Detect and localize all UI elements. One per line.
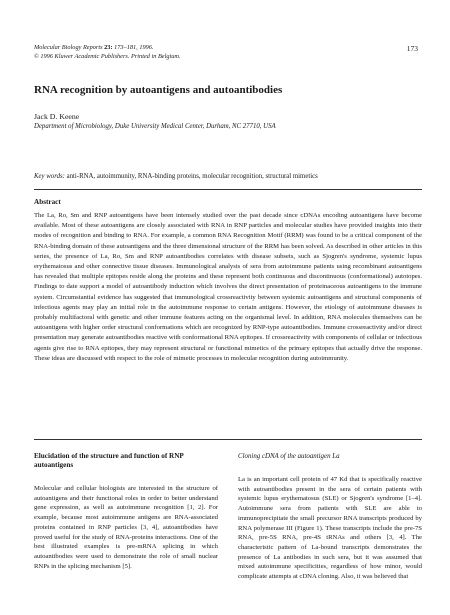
article-title: RNA recognition by autoantigens and autoantibodies (34, 84, 283, 96)
abstract-top-rule (34, 189, 422, 190)
abstract-heading: Abstract (34, 198, 61, 206)
journal-volume: 23: (104, 44, 113, 51)
abstract-text: The La, Ro, Sm and RNP autoantigens have been intensely studied over the past decade since cDNAs encoding autoantigens have become available. Most of these autoantigens are closely associated with RNA in RNP particles and molecular studies have provided insights into their modes of recognition and binding to RNA. For example, a common RNA Recognition Motif (RRM) was found to be a critical component of the RNA-binding domain of these autoantigens and the three dimensional structure of the RRM has been solved. As described in other articles in this series, the presence of La, Ro, Sm and RNP autoantibodies correlates with disease subsets, such as Sjogren's syndrome, systemic lupus erythematosus and other connective tissue diseases. Immunological analysis of sera from autoimmune patients using recombinant autoantigens has revealed that multiple epitopes reside along the proteins and these represent both continuous and discontinuous (conformational) autotopes. Findings to date support a model of autoantibody induction which involves the direct presentation of proteinaceous autoantigens to the immune system. Circumstantial evidence has suggested that immunological crossreactivity between systemic autoantigens and structural components of infectious agents may play an initial role in the autoimmune response to certain antigens. However, the etiology of autoimmune diseases is probably multifactoral with genetic and other immune features acting on the organismal level. In addition, RNA molecules themselves can be autoantigens with higher order structural conformations which are recognized by RNP-type autoantibodies. Immune crossreactivity and/or direct presentation may generate autoantibodies reactive with conformational RNA epitopes. If crossreactivity with components of cellular or infectious agents give rise to RNA epitopes, they may represent structural or functional mimetics of the primary epitopes that actually drive the response. These ideas are discussed with respect to the role of mimetic processes in molecular recognition during autoimmunity. (34, 212, 422, 362)
copyright-line: © 1996 Kluwer Academic Publishers. Printed in Belgium. (34, 52, 181, 60)
section-text-structure-function: Molecular and cellular biologists are interested in the structure of autoantigens and their functional roles in order to better understand gene expression, as well as autoimmune recognition [1, 2]. For example, because most autoimmune antigens are RNA-associated proteins contained in RNP particles [3, 4], autoantibodies have proved useful for the study of RNA-proteins interactions. One of the best illustrated examples is pre-mRNA splicing in which autoantibodies were used to demonstrate the role of small nuclear RNPs in the splicing mechanism [5]. (34, 485, 218, 570)
section-text-cloning: La is an important cell protein of 47 Kd that is specifically reactive with autoantibodies present in the sera of certain patients with systemic lupus erythematosus (SLE) or Sjogren's syndrome [1–4]. Autoimmune sera from patients with SLE are able to immunoprecipitate the small precursor RNA transcripts produced by RNA polymerase III (Figure 1). These transcripts include the pre-7S RNA, pre-5S RNA, pre-4S tRNAs and others [3, 4]. The characteristic pattern of La-bound transcripts demonstrates the presence of La antibodies in such sera, but it was assumed that mixed autoimmune specificities, regardless of how minor, would complicate attempts at cDNA cloning. Also, it was believed that (238, 476, 422, 581)
author-name: Jack D. Keene (34, 112, 80, 121)
journal-reference-line (34, 44, 334, 53)
page-number: 173 (406, 44, 418, 53)
journal-pages: 173–181, 1996. (114, 44, 154, 51)
journal-citation (34, 44, 334, 61)
keywords-line (34, 172, 424, 181)
keywords-label: Key words: (34, 173, 65, 180)
section-heading-structure-function: Elucidation of the structure and function of RNP autoantigens (34, 452, 184, 469)
right-column (238, 452, 422, 582)
keywords-list: anti-RNA, autoimmunity, RNA-binding proteins, molecular recognition, structural mimetics (66, 173, 318, 180)
author-affiliation: Department of Microbiology, Duke University Medical Center, Durham, NC 27710, USA (34, 123, 276, 130)
journal-name: Molecular Biology Reports (34, 44, 103, 51)
abstract-bottom-rule (34, 439, 422, 440)
section-heading-cloning: Cloning cDNA of the autoantigen La (238, 453, 340, 460)
left-column (34, 452, 218, 571)
